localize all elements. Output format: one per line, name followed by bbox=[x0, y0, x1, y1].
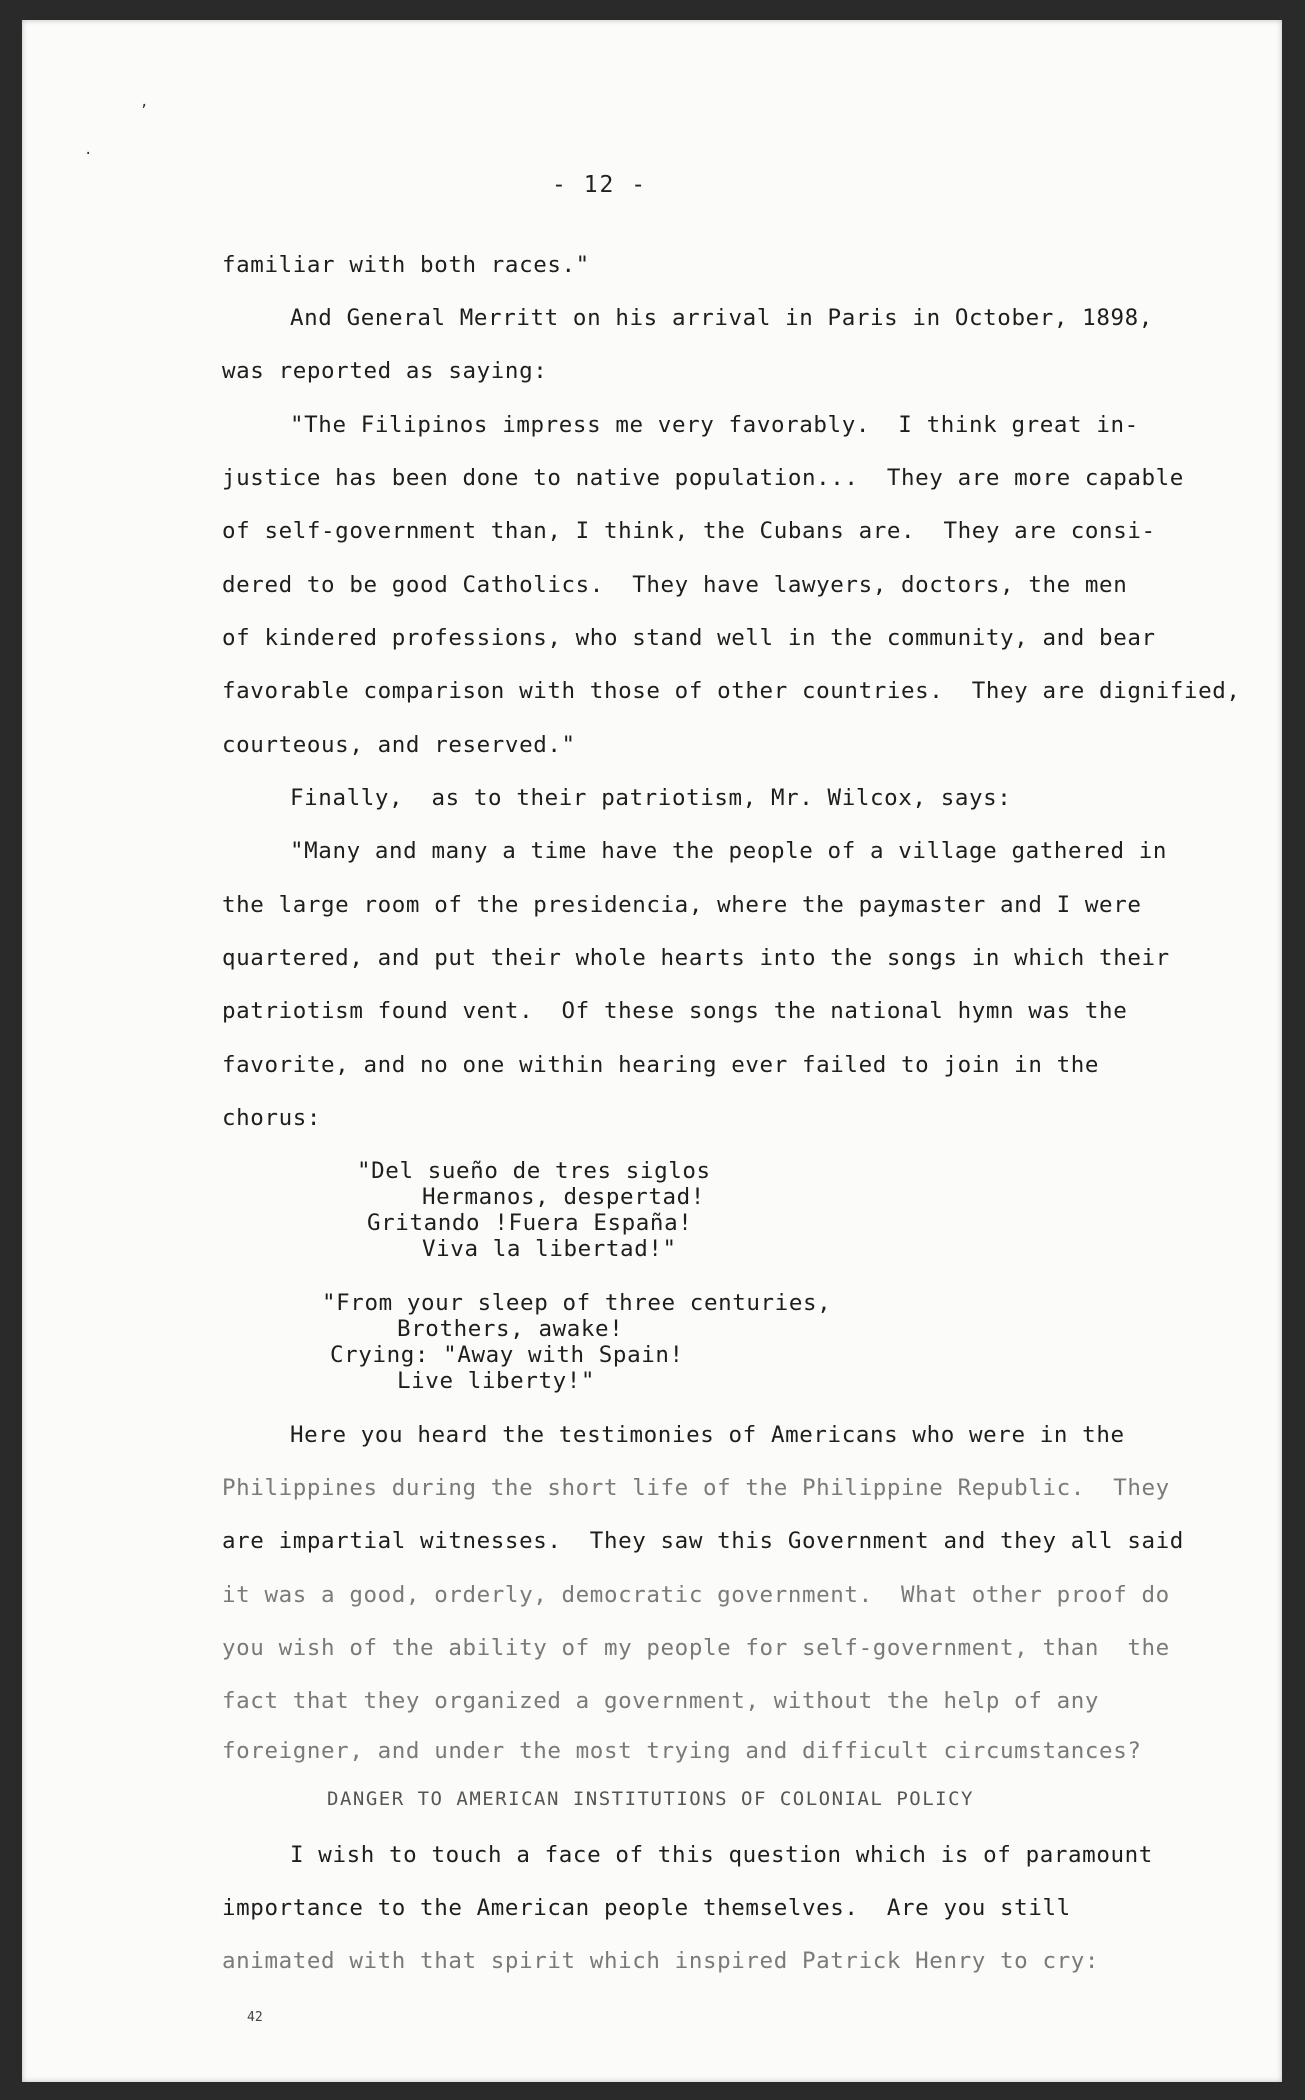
text-line: importance to the American people themselves. Are you still bbox=[222, 1895, 1071, 1921]
document-page bbox=[22, 20, 1282, 2082]
page-number: - 12 - bbox=[552, 172, 648, 198]
text-line: And General Merritt on his arrival in Paris in October, 1898, bbox=[290, 305, 1153, 331]
text-line: favorite, and no one within hearing ever failed to join in the bbox=[222, 1052, 1100, 1078]
text-line: of kindered professions, who stand well in the community, and bear bbox=[222, 625, 1156, 651]
scan-speck: , bbox=[140, 94, 149, 110]
text-line: foreigner, and under the most trying and difficult circumstances? bbox=[222, 1738, 1142, 1764]
text-line: it was a good, orderly, democratic government. What other proof do bbox=[222, 1582, 1170, 1608]
text-line: chorus: bbox=[222, 1105, 322, 1131]
footer-mark: 42 bbox=[247, 2010, 263, 2025]
verse-line: "From your sleep of three centuries, bbox=[322, 1290, 832, 1316]
verse-line: Viva la libertad!" bbox=[422, 1236, 677, 1262]
verse-line: "Del sueño de tres siglos bbox=[357, 1158, 711, 1184]
verse-line: Brothers, awake! bbox=[397, 1316, 624, 1342]
text-line: courteous, and reserved." bbox=[222, 732, 576, 758]
section-heading: DANGER TO AMERICAN INSTITUTIONS OF COLONIAL POLICY bbox=[327, 1788, 974, 1810]
text-line: are impartial witnesses. They saw this Government and they all said bbox=[222, 1528, 1184, 1554]
text-line: Finally, as to their patriotism, Mr. Wilcox, says: bbox=[290, 785, 1012, 811]
text-line: patriotism found vent. Of these songs the national hymn was the bbox=[222, 998, 1128, 1024]
text-line: "The Filipinos impress me very favorably. I think great in- bbox=[290, 412, 1139, 438]
scan-speck: . bbox=[84, 142, 93, 158]
text-line: familiar with both races." bbox=[222, 252, 590, 278]
verse-line: Gritando !Fuera España! bbox=[367, 1210, 693, 1236]
text-line: I wish to touch a face of this question which is of paramount bbox=[290, 1842, 1153, 1868]
text-line: was reported as saying: bbox=[222, 358, 548, 384]
text-line: you wish of the ability of my people for self-government, than the bbox=[222, 1635, 1170, 1661]
text-line: of self-government than, I think, the Cubans are. They are consi- bbox=[222, 518, 1156, 544]
text-line: Philippines during the short life of the Philippine Republic. They bbox=[222, 1475, 1170, 1501]
text-line: the large room of the presidencia, where the paymaster and I were bbox=[222, 892, 1142, 918]
verse-line: Crying: "Away with Spain! bbox=[330, 1342, 684, 1368]
text-line: animated with that spirit which inspired Patrick Henry to cry: bbox=[222, 1948, 1100, 1974]
text-line: Here you heard the testimonies of Americans who were in the bbox=[290, 1422, 1125, 1448]
verse-line: Live liberty!" bbox=[397, 1368, 596, 1394]
text-line: dered to be good Catholics. They have lawyers, doctors, the men bbox=[222, 572, 1128, 598]
verse-line: Hermanos, despertad! bbox=[422, 1184, 705, 1210]
text-line: quartered, and put their whole hearts into the songs in which their bbox=[222, 945, 1170, 971]
text-line: "Many and many a time have the people of a village gathered in bbox=[290, 838, 1168, 864]
text-line: justice has been done to native population... They are more capable bbox=[222, 465, 1184, 491]
text-line: favorable comparison with those of other countries. They are dignified, bbox=[222, 678, 1241, 704]
text-line: fact that they organized a government, without the help of any bbox=[222, 1688, 1100, 1714]
